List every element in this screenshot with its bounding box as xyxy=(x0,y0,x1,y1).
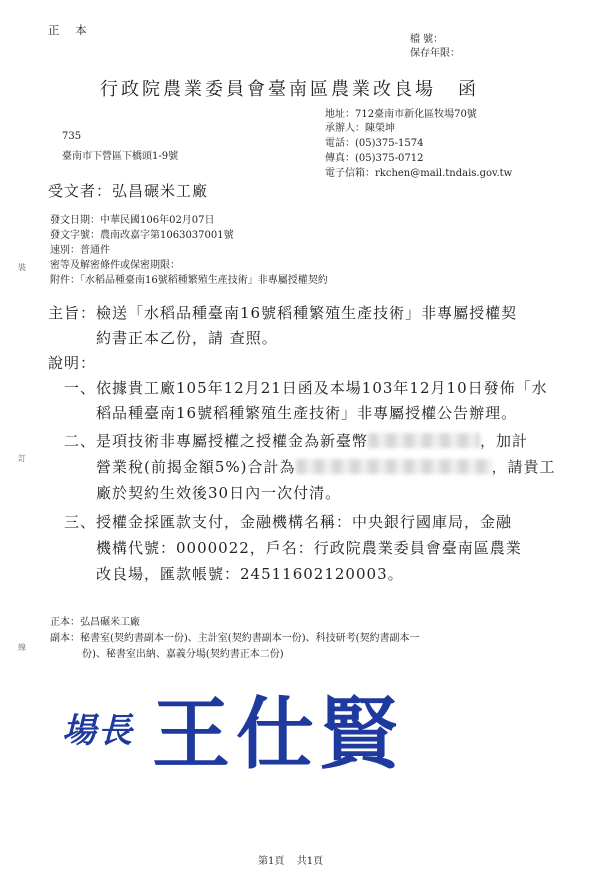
agency-title: 行政院農業委員會臺南區農業改良場 xyxy=(100,79,436,100)
explanation-heading: 說明： xyxy=(48,354,97,372)
binding-mark-2: 訂 xyxy=(18,454,26,463)
item-2-line-1-tail: ，加計 xyxy=(480,432,529,450)
sender-address: 地址：712臺南市新化區牧場70號 xyxy=(325,109,477,120)
item-2-line-1 xyxy=(64,430,528,451)
item-2-line-2 xyxy=(96,456,556,477)
item-2-line-1-text: 二、是項技術非專屬授權之授權金為新臺幣 xyxy=(64,432,369,450)
retention-label: 保存年限： xyxy=(410,48,460,59)
binding-mark-1: 裝 xyxy=(18,263,26,272)
redacted-amount xyxy=(368,433,480,448)
signature-name: 王仕賢 xyxy=(152,689,405,780)
attachment: 附件：「水稻品種臺南16號稻種繁殖生產技術」非專屬授權契約 xyxy=(50,275,328,286)
delivery-speed: 速別：普通件 xyxy=(50,245,110,256)
page-total: 共1頁 xyxy=(296,856,324,867)
page-number xyxy=(258,852,323,867)
phone: 電話：(05)375-1574 xyxy=(325,138,424,149)
secrecy-level: 密等及解密條件或保密期限： xyxy=(50,260,180,271)
contact-person: 承辦人：陳榮坤 xyxy=(325,123,395,134)
page-current: 第1頁 xyxy=(258,856,285,867)
item-3-line-3: 改良場，匯款帳號：24511602120003。 xyxy=(96,565,404,583)
issue-date: 發文日期：中華民國106年02月07日 xyxy=(50,215,215,226)
postal-code: 735 xyxy=(62,131,82,142)
copy-mark: 正 本 xyxy=(48,23,93,37)
fax: 傳真：(05)375-0712 xyxy=(325,153,424,164)
document-type: 函 xyxy=(458,79,479,100)
item-2-line-3: 廠於契約生效後30日內一次付清。 xyxy=(96,484,342,502)
item-3-line-2: 機構代號：0000022，戶名：行政院農業委員會臺南區農業 xyxy=(96,539,522,557)
original-recipient: 正本：弘昌碾米工廠 xyxy=(50,617,140,628)
subject-line-2: 約書正本乙份，請 查照。 xyxy=(96,329,278,347)
item-1-line-1: 一、依據貴工廠105年12月21日函及本場103年12月10日發佈「水 xyxy=(64,379,548,397)
item-2-line-2-tail: ，請貴工 xyxy=(491,458,556,476)
item-3-line-1: 三、授權金採匯款支付，金融機構名稱：中央銀行國庫局，金融 xyxy=(64,513,513,531)
binding-mark-3: 線 xyxy=(18,643,26,652)
subject-line-1: 主旨：檢送「水稻品種臺南16號稻種繁殖生產技術」非專屬授權契 xyxy=(48,304,518,322)
document-number: 發文字號：農南改嘉字第1063037001號 xyxy=(50,230,234,241)
carbon-copy-line-1: 副本：秘書室(契約書副本一份)、主計室(契約書副本一份)、科技研考(契約書副本一 xyxy=(50,633,420,644)
item-1-line-2: 稻品種臺南16號稻種繁殖生產技術」非專屬授權公告辦理。 xyxy=(96,404,518,422)
email: 電子信箱：rkchen@mail.tndais.gov.tw xyxy=(325,168,513,179)
item-2-line-2-text: 營業稅(前揭金額5%)合計為 xyxy=(96,458,296,476)
recipient-street: 臺南市下營區下橋頭1-9號 xyxy=(62,151,179,162)
file-number-label: 檔 號： xyxy=(410,34,444,45)
redacted-total xyxy=(296,459,492,474)
signature-title: 場長 xyxy=(62,711,134,751)
recipient: 受文者：弘昌碾米工廠 xyxy=(48,182,209,200)
carbon-copy-line-2: 份)、秘書室出納、嘉義分場(契約書正本二份) xyxy=(82,649,284,660)
